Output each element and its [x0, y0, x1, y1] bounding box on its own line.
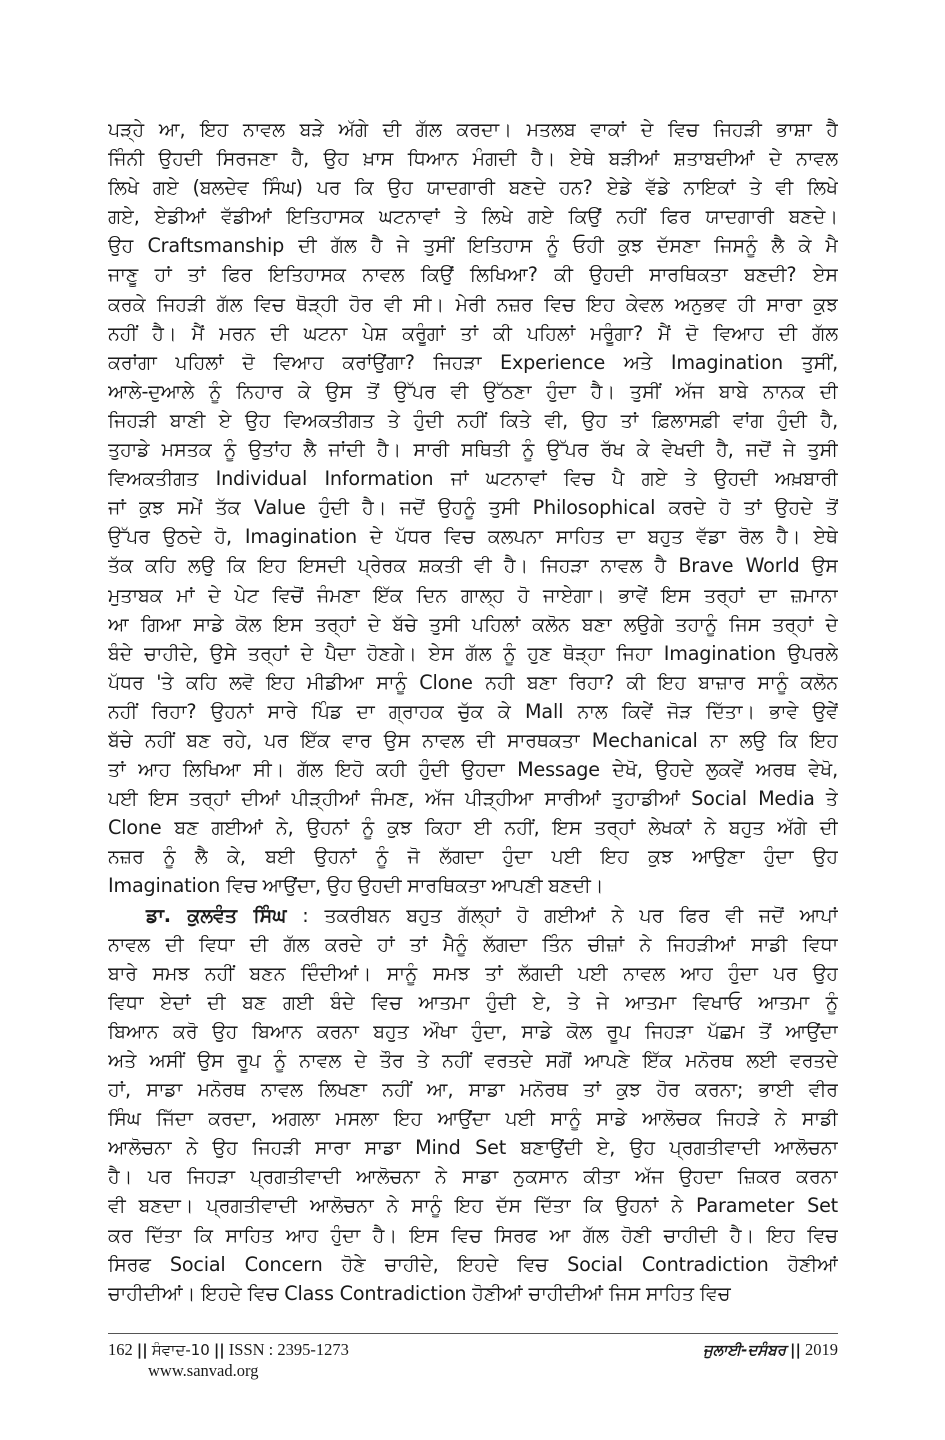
text-line: ਪੱਧਰ 'ਤੇ ਕਹਿ ਲਵੋ ਇਹ ਮੀਡੀਆ ਸਾਨੂੰ Clone ਨਹੀ ਬਣਾ ਰਿਹਾ? ਕੀ ਇਹ ਬਾਜ਼ਾਰ ਸਾਨੂੰ ਕਲੋਨ — [108, 670, 838, 694]
issue-year: 2019 — [805, 1340, 838, 1359]
text-line: ਤੱਕ ਕਹਿ ਲਉ ਕਿ ਇਹ ਇਸਦੀ ਪ੍ਰੇਰਕ ਸ਼ਕਤੀ ਵੀ ਹੈ। ਜਿਹੜਾ ਨਾਵਲ ਹੈ Brave World ਉਸ — [108, 554, 838, 578]
speaker-name: ਡਾ. ਕੁਲਵੰਤ ਸਿੰਘ — [146, 903, 287, 927]
text-line: ਤੁਹਾਡੇ ਮਸਤਕ ਨੂੰ ਉਤਾਂਹ ਲੈ ਜਾਂਦੀ ਹੈ। ਸਾਰੀ ਸਥਿਤੀ ਨੂੰ ਉੱਪਰ ਰੱਖ ਕੇ ਵੇਖਦੀ ਹੈ, ਜਦੋਂ ਜੇ ਤੁਸੀ — [108, 438, 838, 462]
footer-left — [108, 1340, 349, 1360]
text-line: ਉੱਪਰ ਉਠਦੇ ਹੋ, Imagination ਦੇ ਪੱਧਰ ਵਿਚ ਕਲਪਨਾ ਸਾਹਿਤ ਦਾ ਬਹੁਤ ਵੱਡਾ ਰੋਲ ਹੈ। ਏਥੇ — [108, 525, 838, 549]
text-line: ਕਰਕੇ ਜਿਹੜੀ ਗੱਲ ਵਿਚ ਥੋੜ੍ਹੀ ਹੋਰ ਵੀ ਸੀ। ਮੇਰੀ ਨਜ਼ਰ ਵਿਚ ਇਹ ਕੇਵਲ ਅਨੁਭਵ ਹੀ ਸਾਰਾ ਕੁਝ — [108, 292, 838, 316]
text-line: ਬੱਚੇ ਨਹੀਂ ਬਣ ਰਹੇ, ਪਰ ਇੱਕ ਵਾਰ ਉਸ ਨਾਵਲ ਦੀ ਸਾਰਥਕਤਾ Mechanical ਨਾ ਲਉ ਕਿ ਇਹ — [108, 728, 838, 752]
text-line: ਜਿਹੜੀ ਬਾਣੀ ਏ ਉਹ ਵਿਅਕਤੀਗਤ ਤੇ ਹੁੰਦੀ ਨਹੀਂ ਕਿਤੇ ਵੀ, ਉਹ ਤਾਂ ਫ਼ਿਲਾਸਫ਼ੀ ਵਾਂਗ ਹੁੰਦੀ ਹੈ, — [108, 408, 838, 432]
text-line: ਅਤੇ ਅਸੀਂ ਉਸ ਰੂਪ ਨੂੰ ਨਾਵਲ ਦੇ ਤੌਰ ਤੇ ਨਹੀਂ ਵਰਤਦੇ ਸਗੋਂ ਆਪਣੇ ਇੱਕ ਮਨੋਰਥ ਲਈ ਵਰਤਦੇ — [108, 1049, 838, 1072]
text-line: Clone ਬਣ ਗਈਆਂ ਨੇ, ਉਹਨਾਂ ਨੂੰ ਕੁਝ ਕਿਹਾ ਈ ਨਹੀਂ, ਇਸ ਤਰ੍ਹਾਂ ਲੇਖਕਾਂ ਨੇ ਬਹੁਤ ਅੱਗੇ ਦੀ — [108, 816, 838, 840]
text-line: ਚਾਹੀਦੀਆਂ। ਇਹਦੇ ਵਿਚ Class Contradiction ਹੋਣੀਆਂ ਚਾਹੀਦੀਆਂ ਜਿਸ ਸਾਹਿਤ ਵਿਚ — [108, 1281, 731, 1305]
text-line: ਆਲੋਚਨਾ ਨੇ ਉਹ ਜਿਹੜੀ ਸਾਰਾ ਸਾਡਾ Mind Set ਬਣਾਉਂਦੀ ਏ, ਉਹ ਪ੍ਰਗਤੀਵਾਦੀ ਆਲੋਚਨਾ — [108, 1136, 838, 1160]
text-line: ਵੀ ਬਣਦਾ। ਪ੍ਰਗਤੀਵਾਦੀ ਆਲੋਚਨਾ ਨੇ ਸਾਨੂੰ ਇਹ ਦੱਸ ਦਿੱਤਾ ਕਿ ਉਹਨਾਂ ਨੇ Parameter Set — [108, 1194, 838, 1218]
text-line: ਸਿੰਘ ਜਿੱਦਾ ਕਰਦਾ, ਅਗਲਾ ਮਸਲਾ ਇਹ ਆਉਂਦਾ ਪਈ ਸਾਨੂੰ ਸਾਡੇ ਆਲੋਚਕ ਜਿਹੜੇ ਨੇ ਸਾਡੀ — [108, 1107, 838, 1131]
page-footer — [108, 1340, 838, 1396]
text-line: ਪਈ ਇਸ ਤਰ੍ਹਾਂ ਦੀਆਂ ਪੀੜ੍ਹੀਆਂ ਜੰਮਣ, ਅੱਜ ਪੀੜ੍ਹੀਆ ਸਾਰੀਆਂ ਤੁਹਾਡੀਆਂ Social Media ਤੇ — [108, 787, 838, 811]
text-line: ਨਹੀਂ ਹੈ। ਮੈਂ ਮਰਨ ਦੀ ਘਟਨਾ ਪੇਸ਼ ਕਰੂੰਗਾਂ ਤਾਂ ਕੀ ਪਹਿਲਾਂ ਮਰੂੰਗਾ? ਮੈਂ ਦੋ ਵਿਆਹ ਦੀ ਗੱਲ — [108, 321, 838, 345]
text-line: ਜਿੰਨੀ ਉਹਦੀ ਸਿਰਜਣਾ ਹੈ, ਉਹ ਖ਼ਾਸ ਧਿਆਨ ਮੰਗਦੀ ਹੈ। ਏਥੇ ਬੜੀਆਂ ਸ਼ਤਾਬਦੀਆਂ ਦੇ ਨਾਵਲ — [108, 147, 838, 171]
separator: || — [213, 1341, 225, 1359]
paragraph — [108, 901, 838, 1308]
text-line: ਨਾਵਲ ਦੀ ਵਿਧਾ ਦੀ ਗੱਲ ਕਰਦੇ ਹਾਂ ਤਾਂ ਮੈਨੂੰ ਲੱਗਦਾ ਤਿੰਨ ਚੀਜ਼ਾਂ ਨੇ ਜਿਹੜੀਆਂ ਸਾਡੀ ਵਿਧਾ — [108, 932, 838, 956]
website-url: www.sanvad.org — [148, 1361, 259, 1380]
text-line: ਕਰ ਦਿੱਤਾ ਕਿ ਸਾਹਿਤ ਆਹ ਹੁੰਦਾ ਹੈ। ਇਸ ਵਿਚ ਸਿਰਫ ਆ ਗੱਲ ਹੋਣੀ ਚਾਹੀਦੀ ਹੈ। ਇਹ ਵਿਚ — [108, 1223, 838, 1247]
text-line: ਜਾਣੂ ਹਾਂ ਤਾਂ ਫਿਰ ਇਤਿਹਾਸਕ ਨਾਵਲ ਕਿਉਂ ਲਿਖਿਆ? ਕੀ ਉਹਦੀ ਸਾਰਥਿਕਤਾ ਬਣਦੀ? ਏਸ — [108, 263, 838, 287]
text-line: ਆ ਗਿਆ ਸਾਡੇ ਕੋਲ ਇਸ ਤਰ੍ਹਾਂ ਦੇ ਬੱਚੇ ਤੁਸੀ ਪਹਿਲਾਂ ਕਲੋਨ ਬਣਾ ਲਉਗੇ ਤਹਾਨੂੰ ਜਿਸ ਤਰ੍ਹਾਂ ਦੇ — [108, 612, 838, 636]
issn: ISSN : 2395-1273 — [228, 1340, 349, 1359]
speaker-text: : ਤਕਰੀਬਨ ਬਹੁਤ ਗੱਲ੍ਹਾਂ ਹੋ ਗਈਆਂ ਨੇ ਪਰ ਫਿਰ ਵੀ ਜਦੋਂ ਆਪਾਂ — [302, 903, 838, 927]
text-line: ਨਜ਼ਰ ਨੂੰ ਲੈ ਕੇ, ਬਈ ਉਹਨਾਂ ਨੂੰ ਜੋ ਲੱਗਦਾ ਹੁੰਦਾ ਪਈ ਇਹ ਕੁਝ ਆਉਣਾ ਹੁੰਦਾ ਉਹ — [108, 845, 838, 869]
separator: || — [790, 1341, 801, 1359]
page-number: 162 — [108, 1340, 133, 1359]
text-line: ਬਿਆਨ ਕਰੋ ਉਹ ਬਿਆਨ ਕਰਨਾ ਬਹੁਤ ਔਖਾ ਹੁੰਦਾ, ਸਾਡੇ ਕੋਲ ਰੂਪ ਜਿਹੜਾ ਪੱਛਮ ਤੋਂ ਆਉਂਦਾ — [108, 1019, 838, 1043]
journal-issue: ਸੰਵਾਦ-10 — [151, 1341, 210, 1359]
footer-right — [703, 1340, 838, 1360]
text-line: ਬੰਦੇ ਚਾਹੀਦੇ, ਉਸੇ ਤਰ੍ਹਾਂ ਦੇ ਪੈਦਾ ਹੋਣਗੇ। ਏਸ ਗੱਲ ਨੂੰ ਹੁਣ ਥੋੜ੍ਹਾ ਜਿਹਾ Imagination ਉਪਰਲੇ — [108, 641, 838, 665]
text-line: ਪੜ੍ਹੇ ਆ, ਇਹ ਨਾਵਲ ਬੜੇ ਅੱਗੇ ਦੀ ਗੱਲ ਕਰਦਾ। ਮਤਲਬ ਵਾਕਾਂ ਦੇ ਵਿਚ ਜਿਹੜੀ ਭਾਸ਼ਾ ਹੈ — [108, 118, 838, 141]
text-line: Imagination ਵਿਚ ਆਉਂਦਾ, ਉਹ ਉਹਦੀ ਸਾਰਥਿਕਤਾ ਆਪਣੀ ਬਣਦੀ। — [108, 874, 604, 898]
text-line: ਵਿਅਕਤੀਗਤ Individual Information ਜਾਂ ਘਟਨਾਵਾਂ ਵਿਚ ਪੈ ਗਏ ਤੇ ਉਹਦੀ ਅਖ਼ਬਾਰੀ — [108, 467, 838, 491]
text-line: ਨਹੀਂ ਰਿਹਾ? ਉਹਨਾਂ ਸਾਰੇ ਪਿੰਡ ਦਾ ਗ੍ਰਾਹਕ ਚੁੱਕ ਕੇ Mall ਨਾਲ ਕਿਵੇਂ ਜੋੜ ਦਿੱਤਾ। ਭਾਵੇ ਉਵੇਂ — [108, 699, 838, 723]
article-body — [108, 115, 838, 1308]
text-line: ਮੁਤਾਬਕ ਮਾਂ ਦੇ ਪੇਟ ਵਿਚੋਂ ਜੰਮਣਾ ਇੱਕ ਦਿਨ ਗਾਲ੍ਹ ਹੋ ਜਾਏਗਾ। ਭਾਵੇਂ ਇਸ ਤਰ੍ਹਾਂ ਦਾ ਜ਼ਮਾਨਾ — [108, 583, 838, 607]
issue-months: ਜੁਲਾਈ-ਦਸੰਬਰ — [703, 1341, 787, 1359]
text-line: ਤਾਂ ਆਹ ਲਿਖਿਆ ਸੀ। ਗੱਲ ਇਹੋ ਕਹੀ ਹੁੰਦੀ ਉਹਦਾ Message ਦੇਖੋ, ਉਹਦੇ ਲੁਕਵੇਂ ਅਰਥ ਵੇਖੋ, — [108, 758, 838, 782]
text-line: ਸਿਰਫ Social Concern ਹੋਣੇ ਚਾਹੀਦੇ, ਇਹਦੇ ਵਿਚ Social Contradiction ਹੋਣੀਆਂ — [108, 1252, 838, 1276]
text-line: ਆਲੇ-ਦੁਆਲੇ ਨੂੰ ਨਿਹਾਰ ਕੇ ਉਸ ਤੋਂ ਉੱਪਰ ਵੀ ਉੱਠਣਾ ਹੁੰਦਾ ਹੈ। ਤੁਸੀਂ ਅੱਜ ਬਾਬੇ ਨਾਨਕ ਦੀ — [108, 379, 838, 403]
text-line: ਹੈ। ਪਰ ਜਿਹੜਾ ਪ੍ਰਗਤੀਵਾਦੀ ਆਲੋਚਨਾ ਨੇ ਸਾਡਾ ਨੁਕਸਾਨ ਕੀਤਾ ਅੱਜ ਉਹਦਾ ਜ਼ਿਕਰ ਕਰਨਾ — [108, 1165, 838, 1189]
text-line: ਗਏ, ਏਡੀਆਂ ਵੱਡੀਆਂ ਇਤਿਹਾਸਕ ਘਟਨਾਵਾਂ ਤੇ ਲਿਖੇ ਗਏ ਕਿਉਂ ਨਹੀਂ ਫਿਰ ਯਾਦਗਾਰੀ ਬਣਦੇ। — [108, 205, 838, 229]
text-line — [108, 901, 838, 930]
paragraph — [108, 115, 838, 901]
text-line: ਉਹ Craftsmanship ਦੀ ਗੱਲ ਹੈ ਜੇ ਤੁਸੀਂ ਇਤਿਹਾਸ ਨੂੰ ਓਹੀ ਕੁਝ ਦੱਸਣਾ ਜਿਸਨੂੰ ਲੈ ਕੇ ਮੈ — [108, 234, 838, 258]
text-line: ਵਿਧਾ ਏਦਾਂ ਦੀ ਬਣ ਗਈ ਬੰਦੇ ਵਿਚ ਆਤਮਾ ਹੁੰਦੀ ਏ, ਤੇ ਜੇ ਆਤਮਾ ਵਿਖਾਓ ਆਤਮਾ ਨੂੰ — [108, 990, 838, 1014]
text-line: ਜਾਂ ਕੁਝ ਸਮੇਂ ਤੱਕ Value ਹੁੰਦੀ ਹੈ। ਜਦੋਂ ਉਹਨੂੰ ਤੁਸੀ Philosophical ਕਰਦੇ ਹੋ ਤਾਂ ਉਹਦੇ ਤੋਂ — [108, 496, 838, 520]
separator: || — [136, 1341, 148, 1359]
text-line: ਬਾਰੇ ਸਮਝ ਨਹੀਂ ਬਣਨ ਦਿੰਦੀਆਂ। ਸਾਨੂੰ ਸਮਝ ਤਾਂ ਲੱਗਦੀ ਪਈ ਨਾਵਲ ਆਹ ਹੁੰਦਾ ਪਰ ਉਹ — [108, 961, 838, 985]
text-line: ਹਾਂ, ਸਾਡਾ ਮਨੋਰਥ ਨਾਵਲ ਲਿਖਣਾ ਨਹੀਂ ਆ, ਸਾਡਾ ਮਨੋਰਥ ਤਾਂ ਕੁਝ ਹੋਰ ਕਰਨਾ; ਭਾਈ ਵੀਰ — [108, 1078, 838, 1102]
footer-rule — [108, 1333, 838, 1334]
text-line: ਲਿਖੇ ਗਏ (ਬਲਦੇਵ ਸਿੰਘ) ਪਰ ਕਿ ਉਹ ਯਾਦਗਾਰੀ ਬਣਦੇ ਹਨ? ਏਡੇ ਵੱਡੇ ਨਾਇਕਾਂ ਤੇ ਵੀ ਲਿਖੇ — [108, 176, 838, 200]
text-line: ਕਰਾਂਗਾ ਪਹਿਲਾਂ ਦੋ ਵਿਆਹ ਕਰਾਂਉਂਗਾ? ਜਿਹੜਾ Experience ਅਤੇ Imagination ਤੁਸੀਂ, — [108, 350, 838, 374]
